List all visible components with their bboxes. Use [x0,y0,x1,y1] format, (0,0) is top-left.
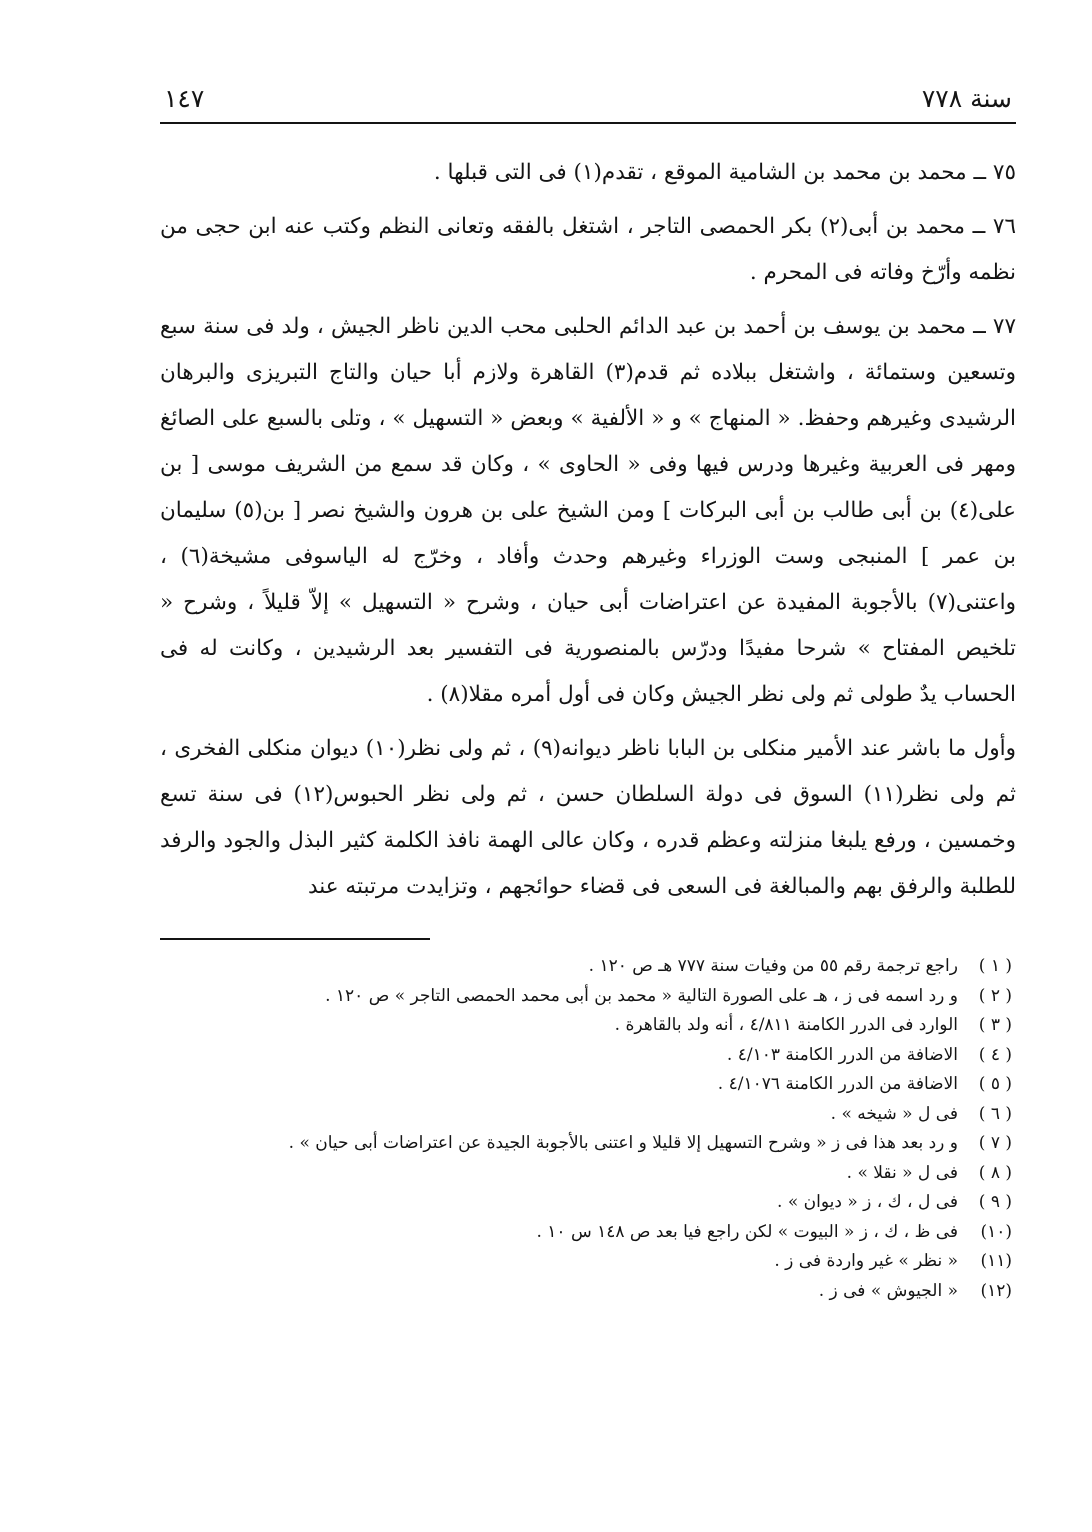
entry-77-continued: وأول ما باشر عند الأمير منكلى بن البابا ناظر ديوانه(٩) ، ثم ولى نظر(١٠) ديوان منكلى الفخرى ، ثم ولى نظر(١١) السوق فى دولة السلطان حسن ، ثم ولى نظر الحبوس(١٢) فى سنة تسع وخمسين ، ورفع يلبغا منزلته وعظم قدره ، وكان عالى الهمة نافذ الكلمة كثير البذل والجود والرفد للطلبة والرفق بهم والمبالغة فى السعى فى قضاء حوائجهم ، وتزايدت مرتبته عند [160,736,1016,899]
footnote-text: فى ل « شيخه » . [830,1103,958,1124]
footnote-number: ( ٧ ) [978,1133,1012,1153]
running-head-year: سنة ٧٧٨ [921,84,1012,113]
footnote-text: فى ل ، ك ، ز « ديوان » . [777,1192,958,1212]
main-text [160,150,1016,910]
footnote-number: ( ٣ ) [978,1015,1012,1035]
footnote [160,1041,1012,1071]
entry-77: ٧٧ ــ محمد بن يوسف بن أحمد بن عبد الدائم الحلبى محب الدين ناظر الجيش ، ولد فى سنة سبع وتسعين وستمائة ، واشتغل ببلاده ثم قدم(٣) القاهرة ولازم أبا حيان والتاج التبريزى والبرهان الرشيدى وغيرهم وحفظ. « المنهاج » و « الألفية » وبعض « التسهيل » ، وتلى بالسبع على الصائغ ومهر فى العربية وغيرها ودرس فيها وفى « الحاوى » ، وكان قد سمع من الشريف موسى [ بن على(٤) بن أبى طالب بن أبى البركات ] ومن الشيخ على بن هرون والشيخ نصر [ بن(٥) سليمان بن عمر ] المنبجى وست الوزراء وغيرهم وحدث وأفاد ، وخرّج له الياسوفى مشيخة(٦) ، واعتنى(٧) بالأجوبة المفيدة عن اعتراضات أبى حيان ، وشرح « التسهيل » إلاّ قليلاً ، وشرح « تلخيص المفتاح » شرحا مفيدًا ودرّس بالمنصورية فى التفسير بعد الرشيدين ، وكانت له فى الحساب يدٌ طولى ثم ولى نظر الجيش وكان فى أول أمره مقلا(٨) . [160,314,1016,707]
header-rule [160,122,1016,124]
footnotes [160,952,1016,1306]
footnote-text: الاضافة من الدرر الكامنة ٤/١٠٣ . [726,1044,958,1065]
footnote [160,982,1012,1012]
footnote-text: فى ظ ، ك ، ز « البيوت » لكن راجع فيا بعد ص ١٤٨ س ١٠ . [536,1221,958,1242]
footnote [160,1218,1012,1248]
footnotes-rule [160,938,430,940]
page-number: ١٤٧ [164,84,205,113]
footnote-number: ( ٩ ) [978,1192,1012,1212]
footnote-number: ( ٤ ) [978,1044,1012,1065]
footnote [160,1247,1012,1277]
footnote [160,1277,1012,1307]
footnote [160,1100,1012,1130]
footnote-text: و رد بعد هذا فى ز « وشرح التسهيل إلا قليلا و اعتنى بالأجوبة الجيدة عن اعتراضات أبى حيان » . [288,1133,958,1153]
footnote-text: و رد اسمه فى ز ، هـ على الصورة التالية « محمد بن أبى محمد الحمصى التاجر » ص ١٢٠ . [325,985,958,1006]
footnote [160,952,1012,982]
footnote [160,1070,1012,1100]
footnote [160,1129,1012,1159]
footnote-text: فى ل « نقلا » . [846,1162,958,1183]
footnote-text: الاضافة من الدرر الكامنة ٤/١٠٧٦ . [717,1074,958,1094]
footnote-text: « الجيوش » فى ز . [818,1280,958,1301]
footnote-number: ( ٨ ) [978,1162,1012,1183]
running-header [160,82,1016,122]
footnote-number: (١٢) [980,1280,1012,1301]
footnote [160,1159,1012,1189]
entry-76: ٧٦ ــ محمد بن أبى(٢) بكر الحمصى التاجر ، اشتغل بالفقه وتعانى النظم وكتب عنه ابن حجى من نظمه وأرّخ وفاته فى المحرم . [160,214,1016,285]
footnote-number: (١٠) [980,1221,1012,1242]
entry-75: ٧٥ ــ محمد بن محمد بن الشامية الموقع ، تقدم(١) فى التى قبلها . [433,160,1016,185]
footnote-text: الوارد فى الدرر الكامنة ٤/٨١١ ، أنه ولد بالقاهرة . [614,1015,958,1035]
footnote-text: « نظر » غير واردة فى ز . [774,1251,958,1271]
footnote-number: ( ٦ ) [978,1103,1012,1124]
footnote [160,1011,1012,1041]
footnote [160,1188,1012,1218]
footnote-number: (١١) [980,1251,1012,1271]
footnote-number: ( ٥ ) [978,1074,1012,1094]
footnote-number: ( ١ ) [978,956,1012,976]
footnote-text: راجع ترجمة رقم ٥٥ من وفيات سنة ٧٧٧ هـ ص ١٢٠ . [588,956,958,976]
footnote-number: ( ٢ ) [978,985,1012,1006]
